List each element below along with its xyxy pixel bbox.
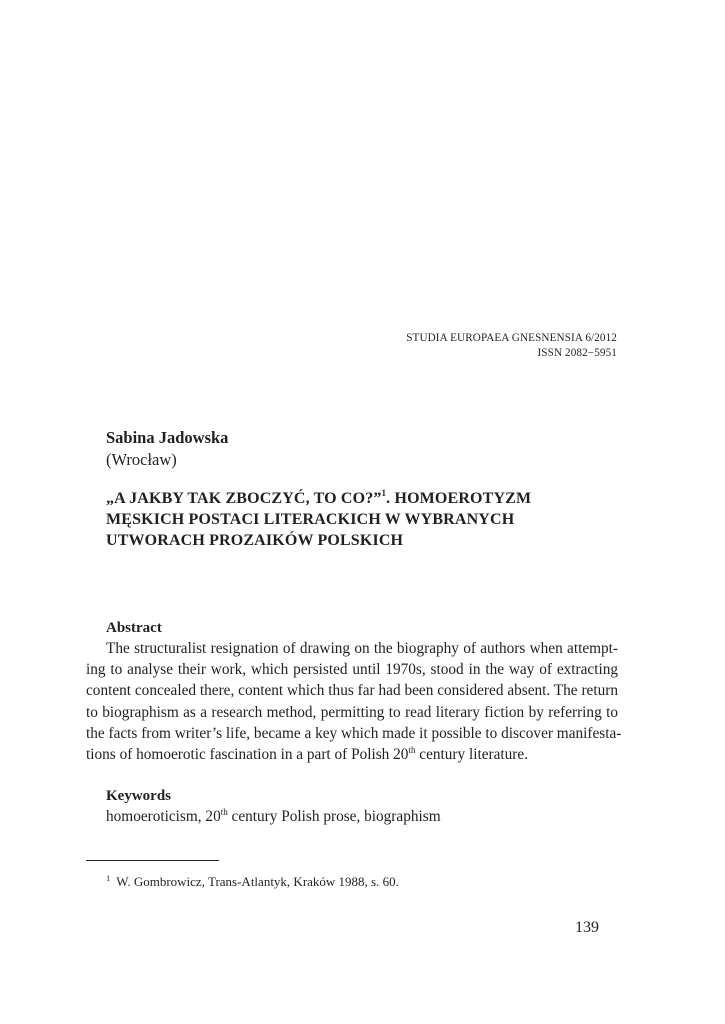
title-line-2: MĘSKICH POSTACI LITERACKICH W WYBRANYCH [106, 511, 515, 528]
author-name: Sabina Jadowska [106, 428, 229, 447]
abstract-line: The structuralist resignation of drawing on the biography of authors when attempt- [106, 640, 618, 657]
author-affiliation: (Wrocław) [106, 450, 177, 469]
footnote [106, 873, 399, 891]
abstract-line-last [86, 744, 618, 765]
abstract-line: to biographism as a research method, permitting to read literary fiction by referring to [86, 703, 618, 721]
title-part-1: „A JAKBY TAK ZBOCZYĆ, TO CO?” [106, 490, 382, 507]
keywords-sup: th [220, 807, 228, 817]
footnote-text: W. Gombrowicz, Trans-Atlantyk, Kraków 1988, s. 60. [116, 874, 399, 889]
journal-name: STUDIA EUROPAEA GNESNENSIA 6/2012 [406, 332, 617, 344]
title-line-1 [106, 488, 626, 509]
title-footnote-ref[interactable]: 1 [381, 488, 387, 498]
abstract-line: content concealed there, content which thus far had been considered absent. The return [86, 682, 618, 700]
page-number: 139 [575, 919, 599, 936]
author-block [106, 427, 228, 471]
keywords-before: homoeroticism, 20 [106, 808, 221, 825]
footnote-divider [86, 860, 219, 861]
journal-issn: ISSN 2082−5951 [537, 347, 617, 359]
abstract-heading: Abstract [106, 620, 162, 636]
abstract-last-after: century literature. [415, 746, 529, 764]
abstract-line: ing to analyse their work, which persisted until 1970s, stood in the way of extracting [86, 661, 618, 679]
abstract-line: the facts from writer’s life, became a key which made it possible to discover manifesta- [86, 724, 622, 742]
keywords-heading: Keywords [106, 788, 171, 804]
abstract-last-before: tions of homoerotic fascination in a part of Polish 20 [86, 746, 409, 764]
footnote-mark: 1 [106, 873, 111, 883]
journal-header [406, 331, 617, 361]
keywords-text [106, 806, 441, 828]
article-title [106, 488, 626, 551]
abstract-text [86, 638, 622, 765]
keywords-after: century Polish prose, biographism [227, 808, 441, 825]
title-line-3: UTWORACH PROZAIKÓW POLSKICH [106, 532, 404, 549]
abstract-last-sup: th [408, 745, 416, 756]
title-part-2: . HOMOEROTYZM [386, 490, 532, 507]
